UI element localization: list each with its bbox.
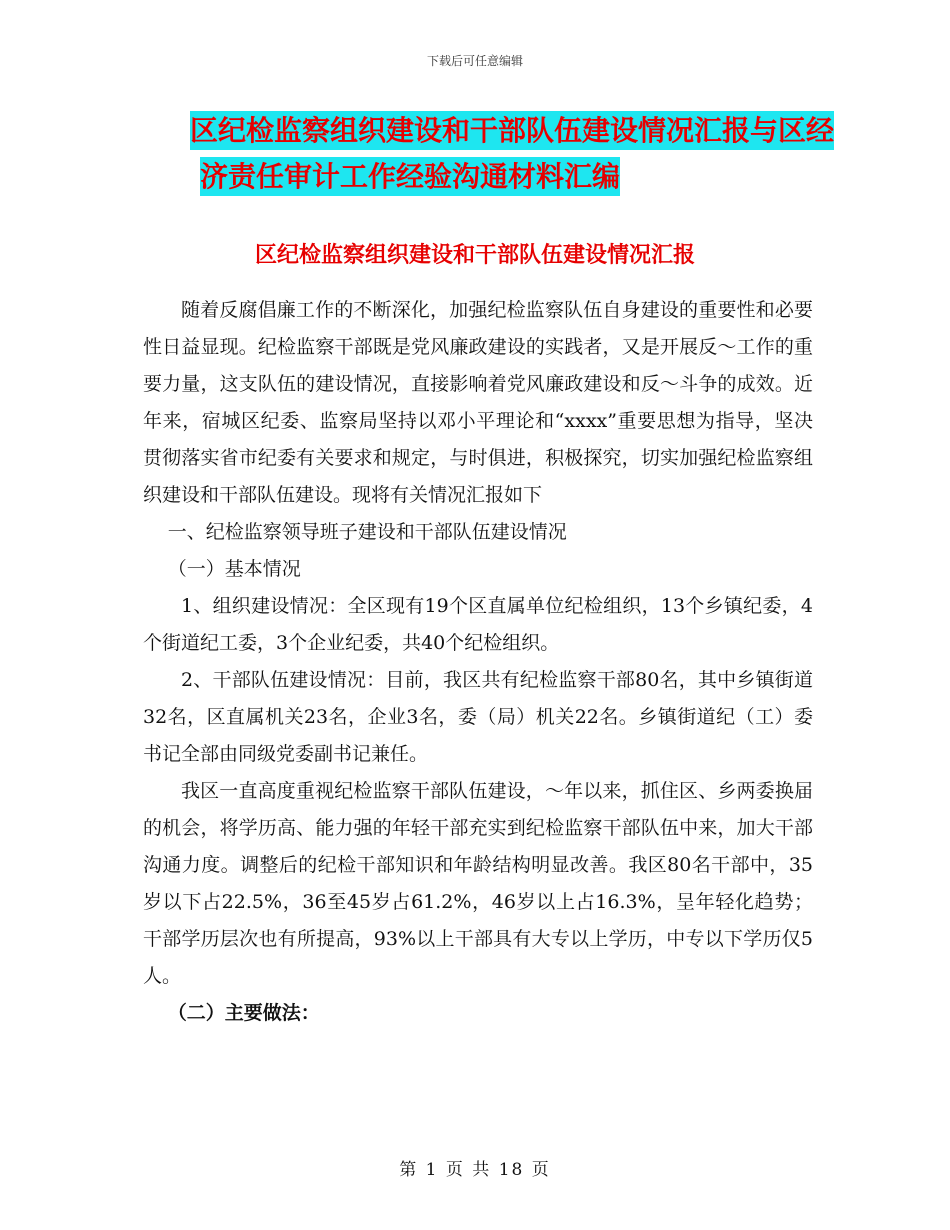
paragraph-cadre-structure: 我区一直高度重视纪检监察干部队伍建设，～年以来，抓住区、乡两委换届的机会，将学历高、能力强的年轻干部充实到纪检监察干部队伍中来，加大干部沟通力度。调整后的纪检干部知识和年龄结构明显改善。我区80名干部中，35岁以下占22.5%，36至45岁占61.2%，46岁以上占16.3%，呈年轻化趋势；干部学历层次也有所提高，93%以上干部具有大专以上学历，中专以下学历仅5人。 [143,780,813,987]
section-title: 区纪检监察组织建设和干部队伍建设情况汇报 [254,243,695,268]
body-text [143,292,813,1032]
page-header-note: 下载后可任意编辑 [426,54,523,68]
document-title [190,108,835,200]
heading-main-practices: （二）主要做法： [167,1002,320,1024]
title-line-2: 济责任审计工作经验沟通材料汇编 [200,157,620,196]
paragraph-intro: 随着反腐倡廉工作的不断深化，加强纪检监察队伍自身建设的重要性和必要性日益显现。纪检监察干部既是党风廉政建设的实践者，又是开展反～工作的重要力量，这支队伍的建设情况，直接影响着党风廉政建设和反～斗争的成效。近年来，宿城区纪委、监察局坚持以邓小平理论和“xxxx”重要思想为指导，坚决贯彻落实省市纪委有关要求和规定，与时俱进，积极探究，切实加强纪检监察组织建设和干部队伍建设。现将有关情况汇报如下 [143,299,813,506]
heading-section-1: 一、纪检监察领导班子建设和干部队伍建设情况 [167,521,567,543]
paragraph-cadre-team: 2、干部队伍建设情况：目前，我区共有纪检监察干部80名，其中乡镇街道32名，区直属机关23名，企业3名，委（局）机关22名。乡镇街道纪（工）委书记全部由同级党委副书记兼任。 [143,669,813,765]
page-footer: 第 1 页 共 18 页 [399,1160,551,1180]
paragraph-organization: 1、组织建设情况：全区现有19个区直属单位纪检组织，13个乡镇纪委，4个街道纪工委，3个企业纪委，共40个纪检组织。 [143,595,813,654]
title-line-1: 区纪检监察组织建设和干部队伍建设情况汇报与区经 [190,111,834,150]
heading-basic-situation: （一）基本情况 [167,558,301,580]
